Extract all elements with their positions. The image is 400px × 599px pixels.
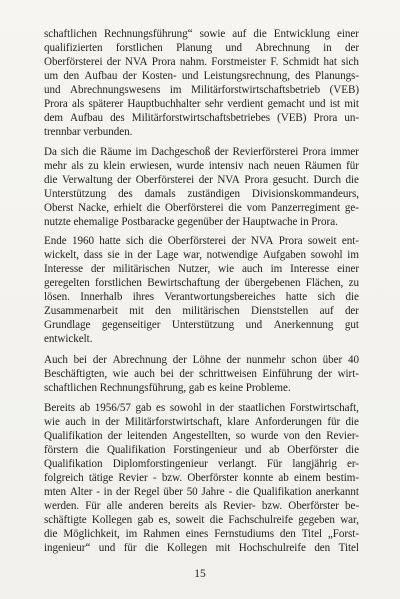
text-line: Grundlage gegenseitiger Unterstützung und Anerkennung gut	[44, 319, 359, 331]
text-line: Auch bei der Abrechnung der Löhne der nunmehr schon über 40	[44, 353, 359, 366]
page-body-text	[44, 27, 359, 555]
text-line: die Möglichkeit, im Rahmen eines Fernstudiums den Titel „Forst-	[44, 528, 359, 540]
text-line: Ende 1960 hatte sich die Oberförsterei der NVA Prora soweit ent-	[44, 235, 359, 247]
text-line: Qualifikation Diplomforstingenieur verlangt. Für langjährig er-	[44, 458, 359, 470]
text-line: ingenieur“ und für die Kollegen mit Hochschulreife den Titel	[44, 542, 359, 554]
text-line: entwickelt.	[44, 333, 93, 345]
text-line: wie auch in der Militärforstwirtschaft, klare Anforderungen für die	[44, 416, 359, 428]
text-line: wickelt, dass sie in der Lage war, notwendige Aufgaben sowohl im	[44, 249, 359, 261]
paragraph-1	[44, 27, 359, 139]
text-line: schaftlichen Rechnungsführung“ sowie auf die Entwicklung einer	[44, 28, 359, 40]
text-line: folgreich tätige Revier - bzw. Oberförster konnte ab einem bestim-	[44, 472, 359, 484]
text-line: lösen. Innerhalb ihres Verantwortungsbereiches hatte sich die	[44, 291, 359, 303]
text-line: um den Aufbau der Kosten- und Leistungsrechnung, des Planungs-	[44, 70, 359, 82]
text-line: geregelten forstlichen Bewirtschaftung der übergebenen Flächen, zu	[44, 277, 359, 289]
text-line: mehr als zu klein erwiesen, wurde intensiv nach neuen Räumen für	[44, 159, 359, 172]
text-line: nutzte ehemalige Postbaracke gegenüber der Hauptwache in Prora.	[44, 215, 338, 228]
text-line: Oberförsterei der NVA Prora nahm. Forstmeister F. Schmidt hat sich	[44, 56, 359, 68]
paragraph-2	[44, 145, 359, 229]
text-line: Unterstützung des damals zuständigen Divisionskommandeurs,	[44, 187, 359, 200]
text-line: Qualifikation der leitenden Angestellten, so wurde von den Revier-	[44, 430, 359, 442]
text-line: Beschäftigten, wie auch bei der schrittweisen Einführung der wirt-	[44, 367, 359, 380]
page-number: 15	[194, 568, 206, 580]
text-line: förstern die Qualifikation Forstingenieur und ab Oberförster die	[44, 444, 359, 456]
text-line: mten Alter - in der Regel über 50 Jahre - die Qualifikation anerkannt	[44, 486, 359, 498]
text-line: schaftlichen Rechnungsführung, gab es keine Probleme.	[44, 381, 291, 394]
text-line: Interesse der militärischen Nutzer, wie auch im Interesse einer	[44, 263, 359, 275]
paragraph-3	[44, 234, 359, 346]
text-line: Bereits ab 1956/57 gab es sowohl in der staatlichen Forstwirtschaft,	[44, 402, 359, 414]
text-line: Prora als späterer Hauptbuchhalter sehr verdient gemacht und ist mit	[44, 98, 359, 110]
text-line: trennbar verbunden.	[44, 126, 133, 138]
paragraph-5	[44, 401, 359, 555]
text-line: und Abrechnungswesens im Militärforstwirtschaftsbetrieb (VEB)	[44, 84, 359, 96]
text-line: werden. Für alle anderen bereits als Revier- bzw. Oberförster be-	[44, 500, 359, 512]
text-line: dem Aufbau des Militärforstwirtschaftsbetriebes (VEB) Prora un-	[44, 112, 359, 124]
text-line: Oberst Nacke, erhielt die Oberförsterei die vom Panzerregiment ge-	[44, 201, 359, 214]
text-line: Da sich die Räume im Dachgeschoß der Revierförsterei Prora immer	[44, 145, 359, 158]
text-line: qualifizierten forstlichen Planung und Abrechnung in der	[44, 42, 359, 54]
text-line: schäftigte Kollegen gab es, soweit die Fachschulreife gegeben war,	[44, 514, 359, 526]
text-line: Zusammenarbeit mit den militärischen Dienststellen auf der	[44, 305, 359, 317]
text-line: die Verwaltung der Oberförsterei der NVA Prora gesucht. Durch die	[44, 173, 359, 186]
paragraph-4	[44, 353, 359, 395]
